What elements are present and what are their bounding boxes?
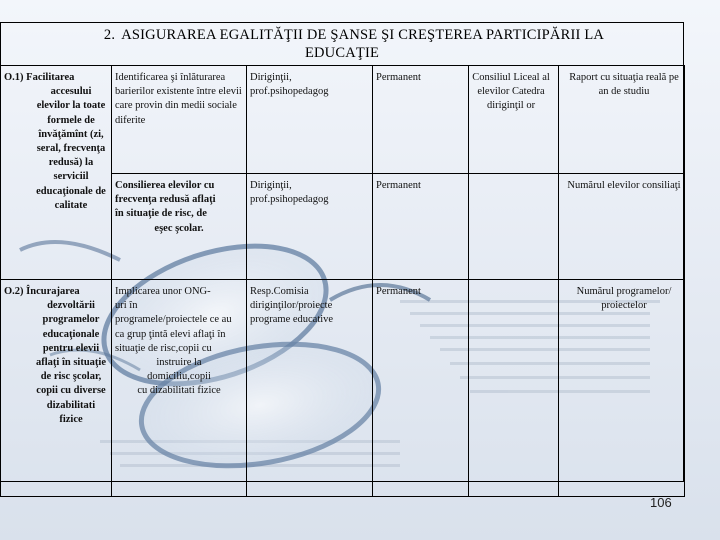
action-text-line1: Consilierea elevilor cu — [115, 180, 215, 191]
indicator-text: Numărul elevilor consiliaţi — [567, 180, 681, 191]
indicator-cell — [559, 280, 685, 497]
indicator-cell — [559, 174, 685, 280]
objective-cell — [1, 280, 112, 497]
page-title — [0, 22, 684, 66]
responsible-cell: Diriginţii, prof.psihopedagog — [247, 66, 373, 174]
consulted-cell — [469, 174, 559, 280]
objective-cell — [1, 66, 112, 280]
objective-lead: O.1) Facilitarea — [4, 72, 75, 83]
objective-text: dezvoltării programelor educaţionale pentru elevii aflaţi în situaţie de risc şcolar, copii cu diverse dizabilitati fizice — [36, 300, 106, 425]
consulted-cell — [469, 66, 559, 174]
objective-lead: O.2) Încurajarea — [4, 286, 80, 297]
action-text-line3: programele/proiectele ce au ca grup ţintă elevi aflaţi în situaţie de risc,copii cu — [115, 314, 232, 354]
action-plan-table — [0, 65, 685, 497]
responsible-cell: Resp.Comisia diriginţilor/proiecte programe educative — [247, 280, 373, 497]
action-cell — [112, 174, 247, 280]
indicator-text: Numărul programelor/ proiectelor — [576, 286, 672, 312]
table-row — [1, 280, 685, 497]
indicator-text: Raport cu situaţia reală pe an de studiu — [569, 72, 679, 98]
responsible-cell: Diriginţii, prof.psihopedagog — [247, 174, 373, 280]
page-number: 106 — [650, 495, 672, 510]
objective-text: accesului elevilor la toate formele de învăţămînt (zi, seral, frecvenţa redusă) la serviciil educaţionale de calitate — [36, 86, 106, 211]
action-text-line3: în situaţie de risc, de — [115, 208, 207, 220]
action-cell: Identificarea şi înlăturarea barierilor existente între elevii care provin din medii sociale diferite — [112, 66, 247, 174]
indicator-cell — [559, 66, 685, 174]
action-text-line6: cu dizabilitati fizice — [137, 385, 221, 397]
action-text-line5: domiciliu,copii — [147, 371, 211, 383]
title-text-line1: ASIGURAREA EGALITĂŢII DE ŞANSE ŞI CREŞTEREA PARTICIPĂRII LA — [121, 27, 605, 43]
action-text-line4: eşec şcolar. — [154, 222, 204, 234]
title-number: 2. — [103, 27, 116, 43]
action-cell — [112, 280, 247, 497]
action-text-line2: frecvenţa redusă aflaţi — [115, 194, 216, 206]
title-line-2: EDUCAŢIE — [304, 45, 380, 61]
term-cell: Permanent — [373, 280, 469, 497]
action-text-line4: instruire la — [156, 357, 202, 369]
action-text-line2: uri în — [115, 300, 138, 312]
title-line-1 — [12, 27, 696, 44]
term-cell: Permanent — [373, 174, 469, 280]
term-cell: Permanent — [373, 66, 469, 174]
consulted-cell — [469, 280, 559, 497]
consulted-text: Consiliul Liceal al elevilor Catedra diriginţil or — [472, 72, 550, 112]
action-text-line1: Implicarea unor ONG- — [115, 286, 211, 297]
table-row — [1, 66, 685, 174]
